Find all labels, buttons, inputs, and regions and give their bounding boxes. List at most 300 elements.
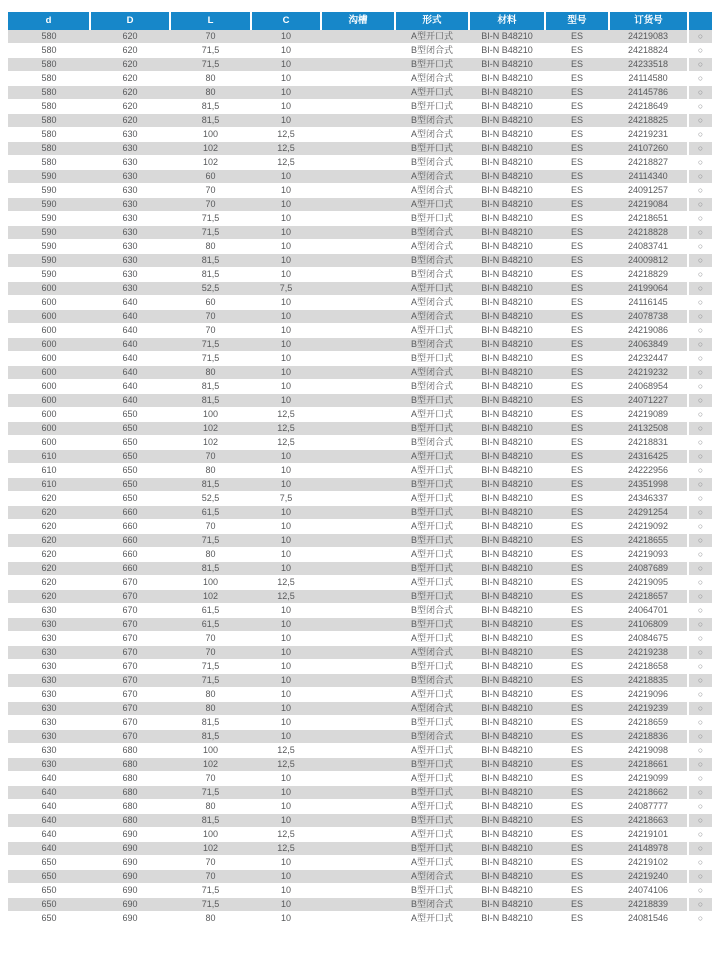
cell-D: 630: [90, 254, 170, 268]
cell-order-number: 24219099: [609, 772, 688, 786]
availability-circle-icon: ○: [697, 115, 704, 125]
cell-D: 630: [90, 240, 170, 254]
cell-order-number: 24078738: [609, 310, 688, 324]
cell-model: ES: [545, 408, 609, 422]
cell-model: ES: [545, 632, 609, 646]
cell-model: ES: [545, 688, 609, 702]
cell-model: ES: [545, 422, 609, 436]
cell-order-number: 24219098: [609, 744, 688, 758]
cell-L: 70: [170, 772, 251, 786]
cell-material: BI-N B48210: [469, 548, 545, 562]
cell-material: BI-N B48210: [469, 492, 545, 506]
cell-model: ES: [545, 58, 609, 72]
cell-model: ES: [545, 590, 609, 604]
cell-form: A型开口式: [395, 548, 469, 562]
cell-material: BI-N B48210: [469, 380, 545, 394]
cell-model: ES: [545, 170, 609, 184]
cell-D: 670: [90, 730, 170, 744]
cell-form: B型开口式: [395, 352, 469, 366]
cell-availability: [688, 674, 712, 688]
availability-circle-icon: ○: [697, 241, 704, 251]
cell-material: BI-N B48210: [469, 324, 545, 338]
cell-model: ES: [545, 212, 609, 226]
availability-circle-icon: ○: [697, 605, 704, 615]
cell-groove: [321, 898, 395, 912]
cell-D: 650: [90, 450, 170, 464]
cell-groove: [321, 562, 395, 576]
cell-availability: [688, 618, 712, 632]
cell-material: BI-N B48210: [469, 604, 545, 618]
table-row: [8, 576, 712, 590]
table-row: [8, 198, 712, 212]
cell-form: B型开口式: [395, 478, 469, 492]
cell-form: B型闭合式: [395, 674, 469, 688]
cell-C: 10: [251, 520, 321, 534]
cell-order-number: 24068954: [609, 380, 688, 394]
availability-circle-icon: ○: [697, 899, 704, 909]
cell-order-number: 24233518: [609, 58, 688, 72]
cell-D: 660: [90, 506, 170, 520]
cell-L: 80: [170, 464, 251, 478]
cell-model: ES: [545, 814, 609, 828]
cell-groove: [321, 492, 395, 506]
cell-order-number: 24087689: [609, 562, 688, 576]
cell-L: 60: [170, 296, 251, 310]
cell-model: ES: [545, 604, 609, 618]
cell-model: ES: [545, 660, 609, 674]
cell-material: BI-N B48210: [469, 884, 545, 898]
availability-circle-icon: ○: [697, 199, 704, 209]
cell-model: ES: [545, 576, 609, 590]
cell-order-number: 24219095: [609, 576, 688, 590]
cell-availability: [688, 86, 712, 100]
cell-groove: [321, 716, 395, 730]
cell-d: 620: [8, 534, 90, 548]
cell-d: 590: [8, 254, 90, 268]
cell-availability: [688, 856, 712, 870]
cell-material: BI-N B48210: [469, 814, 545, 828]
cell-form: A型开口式: [395, 632, 469, 646]
cell-order-number: 24145786: [609, 86, 688, 100]
cell-groove: [321, 646, 395, 660]
cell-D: 630: [90, 282, 170, 296]
cell-L: 100: [170, 408, 251, 422]
availability-circle-icon: ○: [697, 871, 704, 881]
cell-groove: [321, 856, 395, 870]
cell-model: ES: [545, 366, 609, 380]
availability-circle-icon: ○: [697, 843, 704, 853]
cell-availability: [688, 464, 712, 478]
cell-groove: [321, 618, 395, 632]
cell-model: ES: [545, 898, 609, 912]
cell-D: 670: [90, 618, 170, 632]
cell-model: ES: [545, 156, 609, 170]
availability-circle-icon: ○: [697, 885, 704, 895]
cell-L: 70: [170, 632, 251, 646]
cell-C: 12,5: [251, 576, 321, 590]
availability-circle-icon: ○: [697, 717, 704, 727]
cell-d: 590: [8, 184, 90, 198]
cell-C: 12,5: [251, 842, 321, 856]
cell-D: 620: [90, 100, 170, 114]
cell-model: ES: [545, 828, 609, 842]
cell-d: 640: [8, 814, 90, 828]
table-row: [8, 562, 712, 576]
cell-material: BI-N B48210: [469, 450, 545, 464]
cell-groove: [321, 268, 395, 282]
cell-groove: [321, 422, 395, 436]
cell-D: 660: [90, 534, 170, 548]
table-row: [8, 352, 712, 366]
cell-order-number: 24232447: [609, 352, 688, 366]
cell-L: 80: [170, 548, 251, 562]
cell-material: BI-N B48210: [469, 506, 545, 520]
cell-groove: [321, 450, 395, 464]
availability-circle-icon: ○: [697, 395, 704, 405]
cell-groove: [321, 884, 395, 898]
table-row: [8, 492, 712, 506]
cell-form: B型闭合式: [395, 604, 469, 618]
cell-groove: [321, 30, 395, 44]
cell-C: 10: [251, 702, 321, 716]
cell-material: BI-N B48210: [469, 828, 545, 842]
cell-groove: [321, 674, 395, 688]
cell-d: 590: [8, 240, 90, 254]
cell-C: 10: [251, 562, 321, 576]
cell-availability: [688, 226, 712, 240]
table-row: [8, 772, 712, 786]
cell-groove: [321, 86, 395, 100]
cell-D: 690: [90, 912, 170, 926]
table-row: [8, 688, 712, 702]
cell-C: 12,5: [251, 142, 321, 156]
availability-circle-icon: ○: [697, 787, 704, 797]
cell-form: A型闭合式: [395, 240, 469, 254]
cell-order-number: 24291254: [609, 506, 688, 520]
cell-form: B型开口式: [395, 394, 469, 408]
cell-form: A型开口式: [395, 828, 469, 842]
cell-availability: [688, 44, 712, 58]
cell-order-number: 24114340: [609, 170, 688, 184]
cell-order-number: 24218839: [609, 898, 688, 912]
cell-availability: [688, 898, 712, 912]
cell-form: A型开口式: [395, 30, 469, 44]
availability-circle-icon: ○: [697, 59, 704, 69]
cell-model: ES: [545, 72, 609, 86]
availability-circle-icon: ○: [697, 563, 704, 573]
cell-availability: [688, 632, 712, 646]
cell-groove: [321, 506, 395, 520]
cell-groove: [321, 730, 395, 744]
table-row: [8, 324, 712, 338]
cell-order-number: 24071227: [609, 394, 688, 408]
cell-d: 640: [8, 842, 90, 856]
cell-C: 10: [251, 380, 321, 394]
cell-L: 102: [170, 842, 251, 856]
cell-C: 10: [251, 450, 321, 464]
cell-model: ES: [545, 912, 609, 926]
cell-form: A型开口式: [395, 744, 469, 758]
cell-C: 10: [251, 240, 321, 254]
cell-order-number: 24116145: [609, 296, 688, 310]
cell-C: 10: [251, 226, 321, 240]
cell-d: 610: [8, 478, 90, 492]
cell-groove: [321, 478, 395, 492]
cell-C: 10: [251, 170, 321, 184]
cell-groove: [321, 464, 395, 478]
table-row: [8, 618, 712, 632]
cell-form: A型闭合式: [395, 310, 469, 324]
cell-d: 590: [8, 212, 90, 226]
cell-C: 10: [251, 716, 321, 730]
cell-form: B型开口式: [395, 590, 469, 604]
cell-d: 580: [8, 44, 90, 58]
cell-availability: [688, 814, 712, 828]
cell-model: ES: [545, 716, 609, 730]
cell-material: BI-N B48210: [469, 912, 545, 926]
cell-form: B型开口式: [395, 842, 469, 856]
cell-material: BI-N B48210: [469, 520, 545, 534]
availability-circle-icon: ○: [697, 213, 704, 223]
cell-availability: [688, 240, 712, 254]
cell-L: 70: [170, 450, 251, 464]
cell-L: 70: [170, 856, 251, 870]
table-row: [8, 338, 712, 352]
cell-material: BI-N B48210: [469, 366, 545, 380]
cell-d: 650: [8, 912, 90, 926]
availability-circle-icon: ○: [697, 661, 704, 671]
cell-availability: [688, 324, 712, 338]
cell-model: ES: [545, 758, 609, 772]
cell-D: 620: [90, 58, 170, 72]
cell-material: BI-N B48210: [469, 730, 545, 744]
cell-availability: [688, 772, 712, 786]
table-row: [8, 478, 712, 492]
cell-groove: [321, 366, 395, 380]
cell-L: 71,5: [170, 338, 251, 352]
cell-C: 10: [251, 786, 321, 800]
cell-form: B型开口式: [395, 212, 469, 226]
availability-circle-icon: ○: [697, 731, 704, 741]
cell-L: 70: [170, 870, 251, 884]
cell-groove: [321, 576, 395, 590]
availability-circle-icon: ○: [697, 283, 704, 293]
cell-material: BI-N B48210: [469, 282, 545, 296]
cell-model: ES: [545, 296, 609, 310]
cell-availability: [688, 842, 712, 856]
cell-order-number: 24219089: [609, 408, 688, 422]
cell-C: 10: [251, 856, 321, 870]
cell-D: 670: [90, 576, 170, 590]
cell-D: 660: [90, 562, 170, 576]
availability-circle-icon: ○: [697, 675, 704, 685]
cell-form: B型闭合式: [395, 44, 469, 58]
cell-groove: [321, 324, 395, 338]
cell-material: BI-N B48210: [469, 184, 545, 198]
availability-circle-icon: ○: [697, 507, 704, 517]
cell-C: 10: [251, 324, 321, 338]
cell-model: ES: [545, 30, 609, 44]
cell-material: BI-N B48210: [469, 842, 545, 856]
cell-C: 10: [251, 296, 321, 310]
cell-D: 670: [90, 674, 170, 688]
availability-circle-icon: ○: [697, 437, 704, 447]
cell-d: 620: [8, 520, 90, 534]
cell-d: 620: [8, 562, 90, 576]
cell-d: 630: [8, 758, 90, 772]
cell-D: 670: [90, 660, 170, 674]
cell-form: B型闭合式: [395, 380, 469, 394]
cell-C: 10: [251, 898, 321, 912]
cell-C: 10: [251, 114, 321, 128]
cell-L: 80: [170, 72, 251, 86]
cell-availability: [688, 366, 712, 380]
cell-D: 670: [90, 688, 170, 702]
cell-availability: [688, 702, 712, 716]
cell-d: 580: [8, 114, 90, 128]
cell-L: 102: [170, 758, 251, 772]
cell-model: ES: [545, 856, 609, 870]
cell-model: ES: [545, 282, 609, 296]
cell-D: 680: [90, 786, 170, 800]
cell-L: 71,5: [170, 352, 251, 366]
cell-model: ES: [545, 786, 609, 800]
cell-form: B型闭合式: [395, 156, 469, 170]
cell-L: 81,5: [170, 100, 251, 114]
cell-form: B型闭合式: [395, 114, 469, 128]
header-availability: [688, 12, 712, 30]
cell-groove: [321, 590, 395, 604]
cell-D: 650: [90, 422, 170, 436]
cell-L: 71,5: [170, 786, 251, 800]
cell-material: BI-N B48210: [469, 646, 545, 660]
cell-groove: [321, 870, 395, 884]
cell-L: 71,5: [170, 212, 251, 226]
cell-order-number: 24218651: [609, 212, 688, 226]
availability-circle-icon: ○: [697, 87, 704, 97]
cell-L: 81,5: [170, 268, 251, 282]
cell-C: 10: [251, 394, 321, 408]
cell-material: BI-N B48210: [469, 128, 545, 142]
cell-model: ES: [545, 744, 609, 758]
cell-C: 10: [251, 58, 321, 72]
cell-L: 70: [170, 310, 251, 324]
cell-C: 10: [251, 352, 321, 366]
table-row: [8, 506, 712, 520]
cell-material: BI-N B48210: [469, 800, 545, 814]
cell-d: 580: [8, 142, 90, 156]
table-row: [8, 254, 712, 268]
cell-groove: [321, 240, 395, 254]
cell-form: B型开口式: [395, 758, 469, 772]
cell-order-number: 24132508: [609, 422, 688, 436]
cell-L: 70: [170, 30, 251, 44]
table-row: [8, 660, 712, 674]
cell-model: ES: [545, 142, 609, 156]
cell-d: 630: [8, 716, 90, 730]
header-material: 材料: [469, 12, 545, 30]
cell-material: BI-N B48210: [469, 268, 545, 282]
cell-order-number: 24218663: [609, 814, 688, 828]
header-d: d: [8, 12, 90, 30]
cell-order-number: 24063849: [609, 338, 688, 352]
cell-D: 690: [90, 884, 170, 898]
cell-material: BI-N B48210: [469, 576, 545, 590]
cell-d: 600: [8, 366, 90, 380]
cell-D: 620: [90, 86, 170, 100]
cell-order-number: 24218661: [609, 758, 688, 772]
cell-form: A型开口式: [395, 520, 469, 534]
cell-D: 690: [90, 898, 170, 912]
cell-order-number: 24009812: [609, 254, 688, 268]
cell-form: A型开口式: [395, 856, 469, 870]
availability-circle-icon: ○: [697, 311, 704, 321]
cell-model: ES: [545, 184, 609, 198]
cell-material: BI-N B48210: [469, 408, 545, 422]
cell-model: ES: [545, 100, 609, 114]
cell-material: BI-N B48210: [469, 394, 545, 408]
cell-availability: [688, 870, 712, 884]
cell-form: A型闭合式: [395, 646, 469, 660]
cell-availability: [688, 296, 712, 310]
cell-C: 10: [251, 366, 321, 380]
cell-order-number: 24219101: [609, 828, 688, 842]
cell-C: 10: [251, 44, 321, 58]
cell-D: 650: [90, 478, 170, 492]
table-row: [8, 310, 712, 324]
cell-model: ES: [545, 44, 609, 58]
cell-d: 640: [8, 772, 90, 786]
header-order-number: 订货号: [609, 12, 688, 30]
table-row: [8, 240, 712, 254]
cell-order-number: 24218659: [609, 716, 688, 730]
cell-form: B型开口式: [395, 506, 469, 520]
cell-availability: [688, 212, 712, 226]
cell-d: 620: [8, 506, 90, 520]
cell-model: ES: [545, 310, 609, 324]
cell-availability: [688, 520, 712, 534]
cell-L: 52,5: [170, 492, 251, 506]
cell-form: A型开口式: [395, 408, 469, 422]
cell-material: BI-N B48210: [469, 254, 545, 268]
cell-groove: [321, 842, 395, 856]
availability-circle-icon: ○: [697, 703, 704, 713]
cell-d: 590: [8, 198, 90, 212]
header-model: 型号: [545, 12, 609, 30]
cell-D: 630: [90, 226, 170, 240]
cell-groove: [321, 436, 395, 450]
table-row: [8, 380, 712, 394]
cell-C: 10: [251, 72, 321, 86]
cell-material: BI-N B48210: [469, 618, 545, 632]
availability-circle-icon: ○: [697, 339, 704, 349]
cell-availability: [688, 268, 712, 282]
cell-L: 71,5: [170, 898, 251, 912]
cell-C: 10: [251, 688, 321, 702]
cell-d: 630: [8, 730, 90, 744]
cell-groove: [321, 688, 395, 702]
cell-material: BI-N B48210: [469, 310, 545, 324]
table-row: [8, 884, 712, 898]
table-row: [8, 72, 712, 86]
availability-circle-icon: ○: [697, 913, 704, 923]
table-header-row: [8, 12, 712, 30]
cell-order-number: 24218831: [609, 436, 688, 450]
availability-circle-icon: ○: [697, 409, 704, 419]
cell-d: 590: [8, 268, 90, 282]
cell-availability: [688, 730, 712, 744]
cell-C: 12,5: [251, 828, 321, 842]
